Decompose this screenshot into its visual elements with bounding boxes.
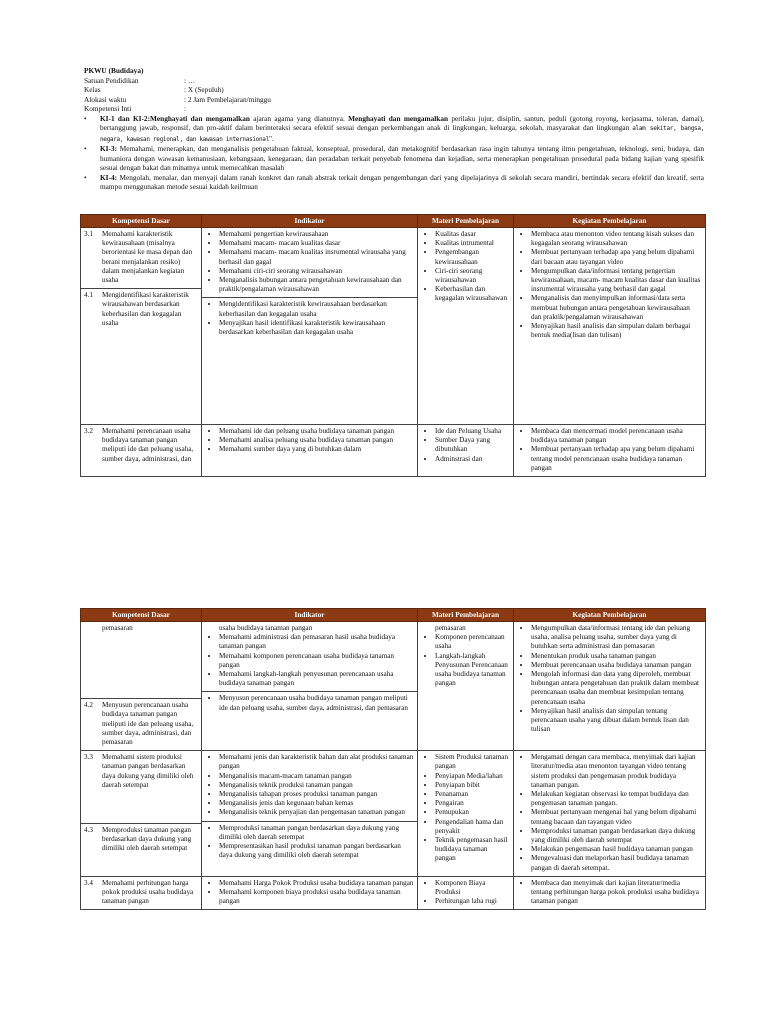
list-item: • Memahami komponen perencanaan usaha budidaya tanaman pangan xyxy=(219,652,414,670)
list-item: • Sumber Daya yang dibutuhkan xyxy=(435,436,510,454)
list-item: • Adminstrasi dan xyxy=(435,455,510,464)
list-item: • Memahami pengertian kewirausahaan xyxy=(219,230,414,239)
document-title: PKWU (Budidaya) xyxy=(84,66,144,75)
materi-cell xyxy=(418,876,514,910)
meta-row: Kelas : X (Sepuluh) xyxy=(84,85,224,94)
materi-cell xyxy=(418,751,514,877)
list-item: • Memahami sumber daya yang di butuhkan dalam xyxy=(219,445,414,454)
ki-item: • KI-4: Mengolah, menalar, dan menyaji dalam ranah konkret dan ranah abstrak terkait dengan pengembangan dari yang dipelajarinya di sekolah secara mandiri, bertindak secara efektif dan kreatif, serta mampu menggunakan metode sesuai kaidah keilmuan xyxy=(84,173,704,192)
list-item: • Menganalisis jenis dan kegunaan bahan kemas xyxy=(219,799,414,808)
list-item: • Kualitas dasar xyxy=(435,230,510,239)
list-item: • Membuat pertanyaan mengenai hal yang belum dipahami tentang bacaan dan tayangan video xyxy=(531,808,702,826)
list-item: • Memproduksi tanaman pangan berdasarkan daya dukung yang dimiliki oleh daerah setempat xyxy=(531,827,702,845)
list-item: • Membuat pertanyaan terhadap apa yang belum dipahami tentang model perencanaan usaha budidaya tanaman pangan xyxy=(531,445,702,473)
kompetensi-table-continued xyxy=(80,608,706,910)
list-item: • Memahami komponen biaya produksi usaha budidaya tanaman pangan xyxy=(219,888,414,906)
indikator-cell xyxy=(202,876,418,910)
table-header-row xyxy=(81,609,706,622)
list-item: • Membaca dan mencermati model perencanaan usaha budidaya tanaman pangan xyxy=(531,427,702,445)
list-item: • Pemupukan xyxy=(435,808,510,817)
list-item: • Menganalisis teknik penyajian dan pengemasan tanaman pangan xyxy=(219,808,414,817)
col-header-kegiatan: Kegiatan Pembelajaran xyxy=(514,215,706,228)
col-header-materi: Materi Pembelajaran xyxy=(418,609,514,622)
list-item: • Ide dan Peluang Usaha xyxy=(435,427,510,436)
list-item: • Memahami ide dan peluang usaha budidaya tanaman pangan xyxy=(219,427,414,436)
list-item: • Menganalisis teknik produksi tanaman pangan xyxy=(219,781,414,790)
ki-item: • KI-1 dan KI-2:Menghayati dan mengamalkan ajaran agama yang dianutnya. Menghayati dan mengamalkan perilaku jujur, disiplin, santun, peduli (gotong royong, kerjasama, toleran, damai), bertanggung jawab, responsif, dan pro-aktif dalam berinteraksi secara efektif sesuai dengan perkembangan anak di lingkungan, keluarga, sekolah, masyarakat dan lingkungan alam sekitar, bangsa, negara, kawasan regional, dan kawasan internasional". xyxy=(84,114,704,145)
list-item: • Mempresentasikan hasil produksi tanaman pangan berdasarkan daya dukung yang dimiliki oleh daerah setempat xyxy=(219,842,414,860)
handwritten-insert: alam sekitar, bangsa, negara, kawasan regional, dan kawasan internasional xyxy=(100,125,704,143)
indikator-cell: usaha budidaya tanaman pangan • Memahami administrasi dan pemasaran hasil usaha budidaya tanaman pangan • Memahami komponen perencanaan usaha budidaya tanaman pangan • Memahami langkah-langkah penyusunan perencanaan usaha budidaya tanaman pangan • Menyusun perencanaan usaha budidaya tanaman pangan meliputi ide dan peluang usaha, sumber daya, administrasi, dan pemasaran xyxy=(202,622,418,751)
list-item: • Komponen perencanaan usaha xyxy=(435,633,510,651)
indikator-cell xyxy=(202,228,418,425)
list-item: • Memahami jenis dan karakteristik bahan dan alat produksi tanaman pangan xyxy=(219,753,414,771)
list-item: • Pengairan xyxy=(435,799,510,808)
indikator-cell xyxy=(202,425,418,477)
kd-cell: pemasaran 4.2 Menyusun perencanaan usaha budidaya tanaman pangan meliputi ide dan peluang usaha, sumber daya, administrasi, dan pemasaran xyxy=(81,622,202,751)
list-item: • Memahami analisa peluang usaha budidaya tanaman pangan xyxy=(219,436,414,445)
list-item: • Menyajikan hasil analisis dan simpulan tentang perencanaan usaha yang dibuat dalam bentuk lisan dan tulisan xyxy=(531,707,702,735)
list-item: • Pengembangan kewirausahaan xyxy=(435,248,510,266)
col-header-kegiatan: Kegiatan Pembelajaran xyxy=(514,609,706,622)
list-item: • Keberhasilan dan kegagalan wirausahawan xyxy=(435,285,510,303)
list-item: • Komponen Biaya Produksi xyxy=(435,879,510,897)
table-row xyxy=(81,425,706,477)
materi-cell: pemasaran • Komponen perencanaan usaha • Langkah-langkah Penyusunan Perencanaan usaha budidaya tanaman pangan xyxy=(418,622,514,751)
list-item: • Menganalisis dan menyimpulkan informasi/data serta membuat hubungan antara pengetahuan kewirausahaan dan praktik/pengalaman wirausahawan xyxy=(531,294,702,322)
kegiatan-cell xyxy=(514,876,706,910)
table-row xyxy=(81,876,706,910)
list-item: • Menganalisis tahapan proses produksi tanaman pangan xyxy=(219,790,414,799)
list-item: • Membaca atau menonton video tentang kisah sukses dan kegagalan seorang wirausahawan xyxy=(531,230,702,248)
kd-cell: 3.3 Memahami sistem produksi tanaman pangan berdasarkan daya dukung yang dimiliki oleh daerah setempat 4.3 Memproduksi tanaman pangan berdasarkan daya dukung yang dimiliki oleh daerah setempat xyxy=(81,751,202,877)
materi-cell xyxy=(418,425,514,477)
col-header-kd: Kompetensi Dasar xyxy=(81,215,202,228)
ki-item: • KI-3: Memahami, menerapkan, dan menganalisis pengetahuan faktual, konseptual, prosedural, dan metakognitif berdasarkan rasa ingin tahunya tentang ilmu pengetahuan, teknologi, seni, budaya, dan humaniora dengan wawasan kemanusiaan, kebangsaan, kenegaraan, dan peradaban terkait penyebab fenomena dan kejadian, serta menerapkan pengetahuan prosedural pada bidang kajian yang spesifik sesuai dengan bakat dan minatnya untuk memecahkan masalah xyxy=(84,144,704,173)
list-item: • Menyajikan hasil analisis dan simpulan dalam berbagai bentuk media(lisan dan tulisan) xyxy=(531,322,702,340)
list-item: • Mengumpulkan data/informasi tentang pengertian kewirausahaan, macam- macam kualitas dasar dan kualitas insrumental wirausaha yang berhasil dan gagal xyxy=(531,267,702,295)
list-item: • Menyajikan hasil identifikasi karakteristik kewirausahaan berdasarkan keberhasilan dan kegagalan usaha xyxy=(219,319,414,337)
list-item: • Sistem Produksi tanaman pangan xyxy=(435,753,510,771)
list-item: • Memahami macam- macam kualitas insrumental wirausaha yang berhasil dan gagal xyxy=(219,248,414,266)
kompetensi-inti-list xyxy=(84,114,704,192)
col-header-indikator: Indikator xyxy=(202,609,418,622)
list-item: • Memahami macam- macam kualitas dasar xyxy=(219,239,414,248)
meta-row: Alokasi waktu : 2 Jam Pembelajaran/minggu xyxy=(84,94,271,104)
list-item: • Menganalisis macam-macam tanaman pangan xyxy=(219,772,414,781)
list-item: • Membuat perencanaan usaha budidaya tanaman pangan xyxy=(531,661,702,670)
materi-cell xyxy=(418,228,514,425)
list-item: • Menganalisis hubungan antara pengetahuan kewirausahaan dan praktik/pengalaman wirausahawan xyxy=(219,276,414,294)
kd-cell: 3.1 Memahami karakteristik kewirausahaan (misalnya berorientasi ke masa depan dan berani menjalankan resiko) dalam menjalankan kegiatan usaha 4.1 Mengidentifikasi karakteristik wirausahawan berdasarkan keberhasilan dan kegagalan usaha xyxy=(81,228,202,425)
list-item: • Kualitas intrumental xyxy=(435,239,510,248)
list-item: • Memahami administrasi dan pemasaran hasil usaha budidaya tanaman pangan xyxy=(219,633,414,651)
list-item: • Perhitungan laba rugi xyxy=(435,897,510,906)
kegiatan-cell xyxy=(514,425,706,477)
meta-row: Kompetensi Inti : xyxy=(84,104,187,113)
list-item: • Membuat pertanyaan terhadap apa yang belum dipahami dari bacaan atau tayangan video xyxy=(531,248,702,266)
list-item: • Langkah-langkah Penyusunan Perencanaan usaha budidaya tanaman pangan xyxy=(435,652,510,689)
list-item: • Memproduksi tanaman pangan berdasarkan daya dukung yang dimiliki oleh daerah setempat xyxy=(219,824,414,842)
indikator-cell xyxy=(202,751,418,877)
kd-cell: 3.2 Memahami perencanaan usaha budidaya tanaman pangan meliputi ide dan peluang usaha, sumber daya, administrasi, dan xyxy=(81,425,202,477)
table-row xyxy=(81,622,706,751)
list-item: • Mengumpulkan data/informasi tentang ide dan peluang usaha, analisa peluang usaha, sumber daya yang di butuhkan serta administrasi dan pemasaran xyxy=(531,624,702,652)
list-item: • Menentukan produk usaha tanaman pangan xyxy=(531,652,702,661)
list-item: • Penyiapan bibit xyxy=(435,781,510,790)
document-header xyxy=(84,66,704,192)
list-item: • Membaca dan menyimak dari kajian literatur/media tentang perhitungan harga pokok produksi usaha budidaya tanaman pangan xyxy=(531,879,702,907)
list-item: • Mengidentifikasi karakteristik kewirausahaan berdasarkan keberhasilan dan kegagalan usaha xyxy=(219,300,414,318)
col-header-indikator: Indikator xyxy=(202,215,418,228)
kegiatan-cell xyxy=(514,751,706,877)
kegiatan-cell xyxy=(514,622,706,751)
list-item: • Ciri-ciri seorang wirausahawan xyxy=(435,267,510,285)
kompetensi-table xyxy=(80,214,706,477)
list-item: • Penanaman xyxy=(435,790,510,799)
list-item: • Melakukan kegiatan observasi ke tempat budidaya dan pengemasan tanaman pangan. xyxy=(531,790,702,808)
list-item: • Mengolah informasi dan data yang diperoleh, membuat hubungan antara pengetahuan dan praktik dalam membuat perencanaan usaha dan membuat kesimpulan tentang perencanaan usaha xyxy=(531,670,702,707)
kd-cell: 3.4 Memahami perhitungan harga pokok produksi usaha budidaya tanaman pangan xyxy=(81,876,202,910)
list-item: • Memahami langkah-langkah penyusunan perencanaan usaha budidaya tanaman pangan xyxy=(219,670,414,688)
list-item: • Teknik pengemasan hasil budidaya tanaman pangan xyxy=(435,836,510,864)
list-item: • Mengevaluasi dan melaporkan hasil budidaya tanaman pangan di daerah setempat. xyxy=(531,854,702,872)
table-row xyxy=(81,228,706,425)
list-item: • Memahami Harga Pokok Produksi usaha budidaya tanaman pangan xyxy=(219,879,414,888)
list-item: • Penyiapan Media/lahan xyxy=(435,772,510,781)
list-item: • Mengamati dengan cara membaca, menyimak dari kajian literatur/media atau menonton tayangan video tentang sistem produksi dan pengemasan produk budidaya tanaman pangan. xyxy=(531,753,702,790)
meta-row: Satuan Pendidikan : … xyxy=(84,75,196,85)
list-item: • Pengendalian hama dan penyakit xyxy=(435,818,510,836)
list-item: • Menyusun perencanaan usaha budidaya tanaman pangan meliputi ide dan peluang usaha, sumber daya, administrasi, dan pemasaran xyxy=(219,694,414,712)
list-item: • Melakukan pengemasan hasil budidaya tanaman pangan xyxy=(531,845,702,854)
col-header-kd: Kompetensi Dasar xyxy=(81,609,202,622)
kegiatan-cell xyxy=(514,228,706,425)
table-header-row xyxy=(81,215,706,228)
table-row xyxy=(81,751,706,877)
list-item: • Memahami ciri-ciri seorang wirausahawan xyxy=(219,267,414,276)
col-header-materi: Materi Pembelajaran xyxy=(418,215,514,228)
